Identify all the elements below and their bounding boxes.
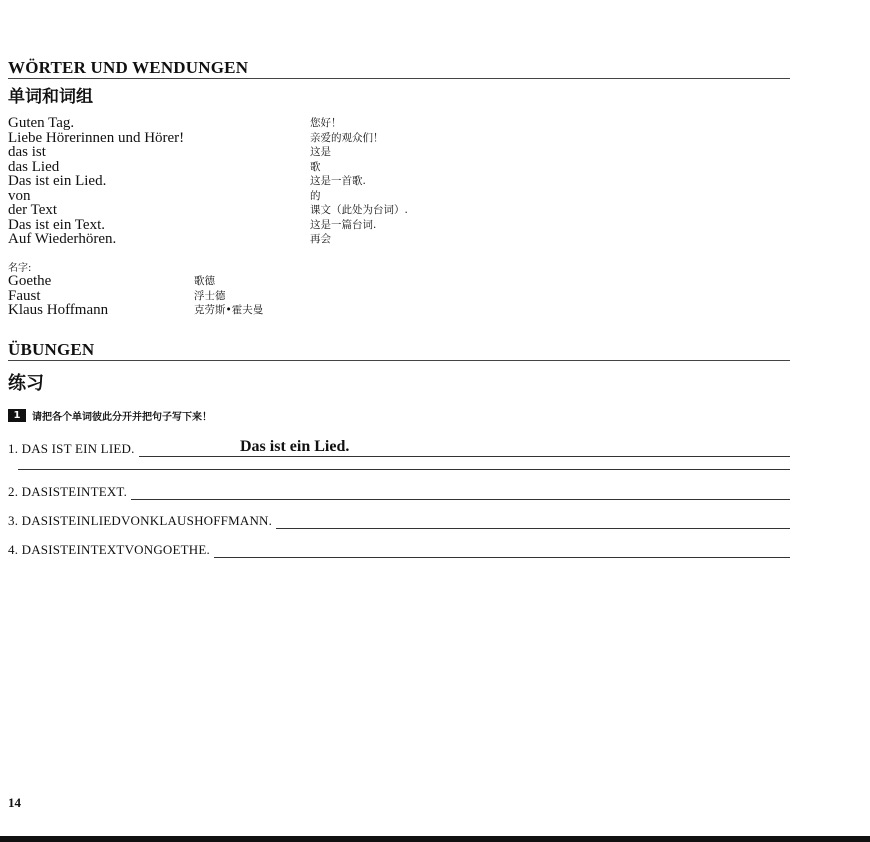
vocab-chinese: 歌 — [310, 160, 321, 173]
exercise-line — [8, 438, 790, 459]
section-title-words: WÖRTER UND WENDUNGEN — [8, 59, 790, 79]
name-row — [8, 274, 408, 289]
vocab-chinese: 这是一篇台词. — [310, 218, 377, 231]
task-instruction-text: 请把各个单词彼此分开并把句子写下来！ — [32, 412, 212, 423]
vocab-row — [8, 145, 508, 160]
vocab-german: Auf Wiederhören. — [8, 231, 117, 247]
vocab-chinese: 的 — [310, 189, 321, 202]
name-row — [8, 303, 408, 318]
vocab-row — [8, 203, 508, 218]
vocab-chinese: 再会 — [310, 233, 331, 245]
exercise-line — [8, 484, 790, 502]
section-subtitle-words: 单词和词组 — [8, 87, 93, 107]
answer-rule-extra[interactable] — [18, 469, 790, 470]
vocab-german: Guten Tag. — [8, 115, 75, 131]
vocab-german: Liebe Hörerinnen und Hörer! — [8, 129, 185, 146]
task-instruction — [8, 408, 212, 423]
name-row — [8, 289, 408, 304]
name-chinese: 克劳斯•霍夫曼 — [194, 304, 264, 316]
exercise-prompt: 1. DAS IST EIN LIED. — [8, 441, 139, 457]
name-german: Klaus Hoffmann — [8, 302, 109, 318]
vocab-german: der Text — [8, 202, 58, 218]
name-chinese: 浮士德 — [194, 289, 226, 302]
vocab-chinese: 这是 — [310, 146, 331, 158]
task-number-badge: 1 — [8, 409, 26, 422]
name-chinese: 歌德 — [194, 275, 215, 287]
vocabulary-list — [8, 116, 508, 247]
exercise-prompt: 3. DASISTEINLIEDVONKLAUSHOFFMANN. — [8, 513, 276, 529]
vocab-row — [8, 174, 508, 189]
page-number: 14 — [8, 795, 21, 810]
vocab-german: Das ist ein Text. — [8, 216, 105, 233]
vocab-german: das Lied — [8, 158, 60, 175]
bottom-edge-bar — [0, 836, 870, 842]
vocab-chinese: 亲爱的观众们！ — [310, 131, 384, 144]
vocab-row — [8, 218, 508, 233]
vocab-row — [8, 116, 508, 131]
exercise-prompt: 4. DASISTEINTEXTVONGOETHE. — [8, 542, 214, 558]
vocab-row — [8, 189, 508, 204]
vocab-chinese: 您好！ — [310, 117, 342, 129]
vocab-chinese: 这是一首歌. — [310, 175, 366, 187]
name-german: Faust — [8, 287, 41, 304]
name-german: Goethe — [8, 273, 52, 289]
exercise-answer[interactable]: Das ist ein Lied. — [240, 438, 350, 455]
names-list — [8, 274, 408, 318]
vocab-row — [8, 160, 508, 175]
names-heading: 名字: — [8, 263, 32, 274]
vocab-chinese: 课文（此处为台词）. — [310, 204, 408, 216]
vocab-german: von — [8, 187, 31, 204]
vocab-german: das ist — [8, 144, 46, 160]
exercise-prompt: 2. DASISTEINTEXT. — [8, 484, 131, 500]
vocab-row — [8, 232, 508, 247]
vocab-row — [8, 131, 508, 146]
section-subtitle-exercises: 练习 — [8, 373, 44, 394]
vocab-german: Das ist ein Lied. — [8, 173, 107, 189]
exercise-line — [8, 542, 790, 560]
exercise-line — [8, 513, 790, 531]
section-title-exercises: ÜBUNGEN — [8, 341, 790, 361]
